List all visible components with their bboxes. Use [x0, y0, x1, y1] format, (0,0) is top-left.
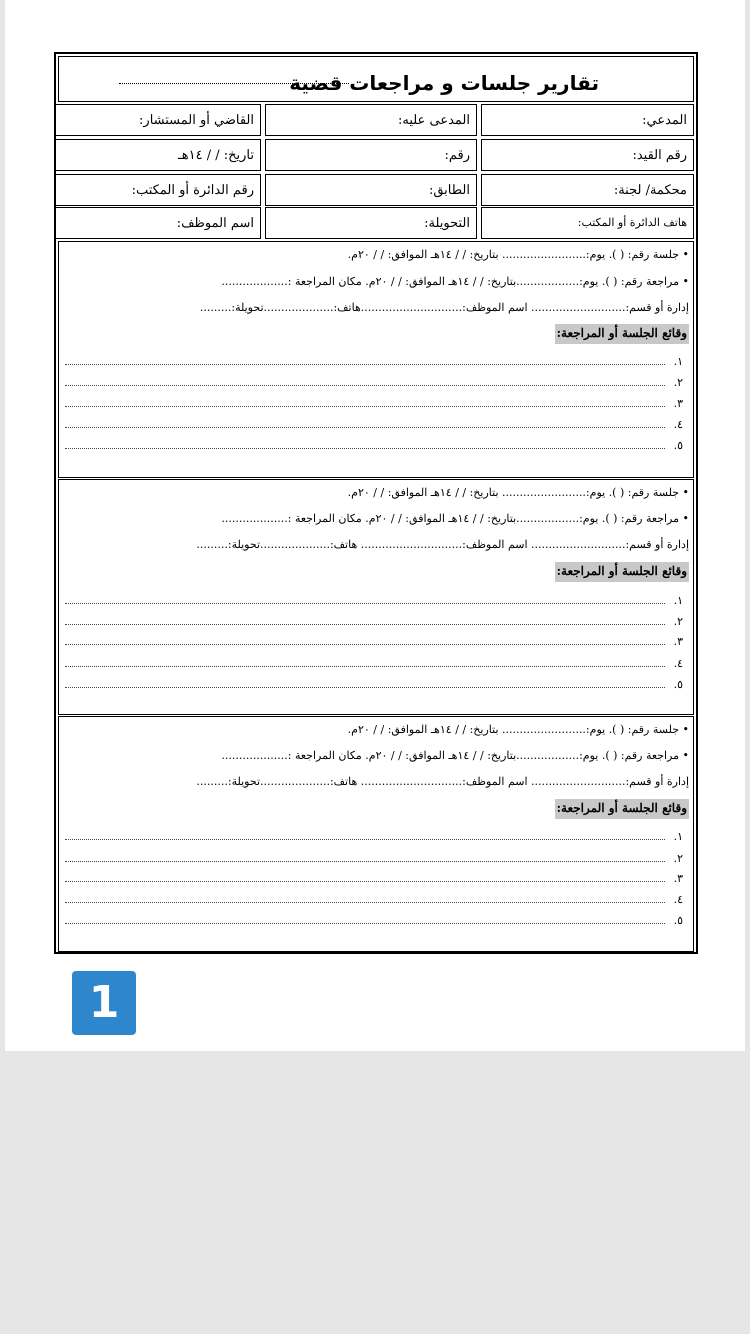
review-line: • مراجعة رقم: ( ). يوم:..................بتاريخ: / / ١٤هـ الموافق: / / ٢٠م. مكان المراجعة :...................: [221, 749, 689, 762]
judge-field[interactable]: [54, 104, 261, 136]
date-field[interactable]: [54, 139, 261, 171]
plaintiff-field[interactable]: [481, 104, 694, 136]
extension-field[interactable]: [265, 207, 477, 239]
floor-label: الطابق:: [428, 183, 470, 198]
admin-line: إدارة أو قسم:........................... اسم الموظف:............................. هاتف:....................تحويلة:.........: [196, 538, 689, 551]
form-title: تقارير جلسات و مراجعات قضية: [289, 71, 599, 95]
registry-number-field[interactable]: [481, 139, 694, 171]
header-row-registry: [58, 139, 694, 171]
header-row-contact: [58, 207, 694, 239]
session-line: • جلسة رقم: ( ). يوم:........................ بتاريخ: / / ١٤هـ الموافق: / / ٢٠م.: [347, 486, 689, 499]
defendant-field[interactable]: [265, 104, 477, 136]
document-page: [5, 0, 745, 1051]
item-number: ٢.: [673, 852, 683, 865]
fact-line-2[interactable]: [65, 615, 689, 629]
item-number: ٢.: [673, 615, 683, 628]
admin-line: إدارة أو قسم:........................... اسم الموظف:.............................هاتف:....................تحويلة:.........: [199, 301, 689, 314]
plaintiff-label: المدعي:: [642, 113, 687, 128]
number-field[interactable]: [265, 139, 477, 171]
case-report-form: [54, 52, 698, 954]
session-line: • جلسة رقم: ( ). يوم:........................ بتاريخ: / / ١٤هـ الموافق: / / ٢٠م.: [347, 248, 689, 261]
facts-heading: وقائع الجلسة أو المراجعة:: [555, 799, 689, 819]
fact-line-1[interactable]: [65, 594, 689, 608]
judge-label: القاضي أو المستشار:: [139, 113, 254, 128]
item-number: ٥.: [673, 678, 683, 691]
item-number: ١.: [673, 594, 683, 607]
extension-label: التحويلة:: [424, 216, 470, 231]
date-label: تاريخ: / / ١٤هـ: [177, 148, 254, 163]
fact-line-4[interactable]: [65, 657, 689, 671]
title-row: [58, 56, 694, 102]
fact-line-1[interactable]: [65, 830, 689, 844]
fact-line-5[interactable]: [65, 914, 689, 928]
fact-line-1[interactable]: [65, 355, 689, 369]
court-label: محكمة/ لجنة:: [613, 183, 687, 198]
item-number: ٤.: [673, 893, 683, 906]
office-phone-field[interactable]: [481, 207, 694, 239]
page-number-badge[interactable]: 1: [72, 971, 136, 1035]
fact-line-2[interactable]: [65, 852, 689, 866]
defendant-label: المدعى عليه:: [398, 113, 470, 128]
item-number: ١.: [673, 830, 683, 843]
number-label: رقم:: [444, 148, 470, 163]
fact-line-5[interactable]: [65, 678, 689, 692]
office-number-field[interactable]: [54, 174, 261, 206]
header-row-parties: [58, 104, 694, 136]
review-line: • مراجعة رقم: ( ). يوم:..................بتاريخ: / / ١٤هـ الموافق: / / ٢٠م. مكان المراجعة :...................: [221, 512, 689, 525]
header-row-court: [58, 174, 694, 206]
registry-number-label: رقم القيد:: [632, 148, 687, 163]
fact-line-3[interactable]: [65, 397, 689, 411]
review-line: • مراجعة رقم: ( ). يوم:..................بتاريخ: / / ١٤هـ الموافق: / / ٢٠م. مكان المراجعة :...................: [221, 275, 689, 288]
item-number: ٣.: [673, 872, 683, 885]
title-dotted-line: [119, 83, 349, 84]
fact-line-3[interactable]: [65, 635, 689, 649]
item-number: ٤.: [673, 418, 683, 431]
floor-field[interactable]: [265, 174, 477, 206]
item-number: ٤.: [673, 657, 683, 670]
item-number: ٥.: [673, 914, 683, 927]
fact-line-2[interactable]: [65, 376, 689, 390]
fact-line-5[interactable]: [65, 439, 689, 453]
employee-name-field[interactable]: [54, 207, 261, 239]
item-number: ١.: [673, 355, 683, 368]
court-field[interactable]: [481, 174, 694, 206]
session-line: • جلسة رقم: ( ). يوم:........................ بتاريخ: / / ١٤هـ الموافق: / / ٢٠م.: [347, 723, 689, 736]
admin-line: إدارة أو قسم:........................... اسم الموظف:............................. هاتف:....................تحويلة:.........: [196, 775, 689, 788]
item-number: ٥.: [673, 439, 683, 452]
item-number: ٢.: [673, 376, 683, 389]
session-section-1: [58, 241, 694, 478]
office-phone-label: هاتف الدائرة أو المكتب:: [577, 216, 687, 229]
session-section-3: [58, 716, 694, 952]
fact-line-4[interactable]: [65, 893, 689, 907]
fact-line-4[interactable]: [65, 418, 689, 432]
fact-line-3[interactable]: [65, 872, 689, 886]
item-number: ٣.: [673, 635, 683, 648]
office-number-label: رقم الدائرة أو المكتب:: [131, 183, 254, 198]
facts-heading: وقائع الجلسة أو المراجعة:: [555, 562, 689, 582]
employee-name-label: اسم الموظف:: [176, 216, 254, 231]
item-number: ٣.: [673, 397, 683, 410]
session-section-2: [58, 479, 694, 715]
facts-heading: وقائع الجلسة أو المراجعة:: [555, 324, 689, 344]
